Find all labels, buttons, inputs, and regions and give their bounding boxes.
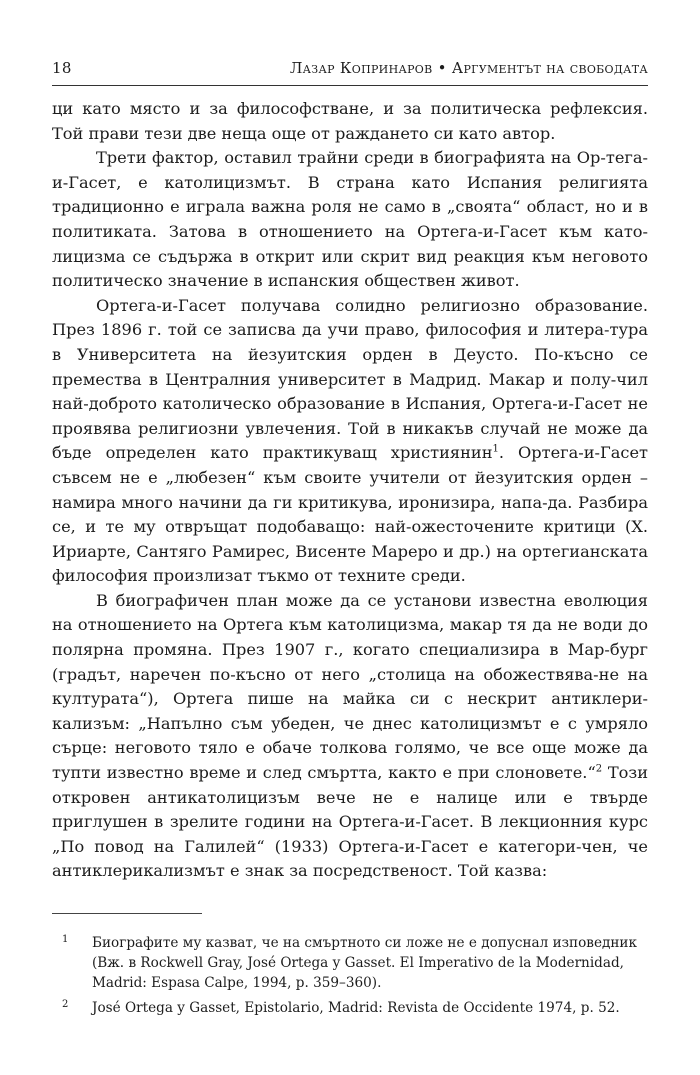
footnote-ref-2[interactable]: 2 bbox=[595, 763, 603, 775]
text-line: бург (градът, наречен по-късно от него „столица на обожествява- bbox=[52, 640, 648, 684]
footnotes bbox=[52, 933, 648, 1022]
text-line: чил най-доброто католическо образование в Испания, Ортега-и- bbox=[52, 369, 648, 414]
footnote-number: 1 bbox=[62, 934, 69, 945]
text-line: политическо значение в испанския обществен живот. bbox=[52, 271, 520, 291]
footnote-rule bbox=[52, 913, 202, 914]
paragraph-3 bbox=[52, 294, 648, 589]
text-line: През 1896 г. той се записва да учи право, философия и литера- bbox=[52, 320, 610, 340]
running-title: Лазар Копринаров • Аргументът на свободата bbox=[289, 59, 648, 77]
text-line: курс „По повод на Галилей“ (1933) Ортега-и-Гасет е категори- bbox=[52, 812, 648, 856]
text-line: в политиката. Затова в отношението на Ортега-и-Гасет към като- bbox=[52, 197, 648, 241]
footnote-1 bbox=[52, 933, 648, 994]
text-line: Този откровен антикатолицизъм вече не е налице или е твърде bbox=[52, 763, 648, 807]
paragraph-2 bbox=[52, 146, 648, 294]
text-line: Ортега-и-Гасет получава солидно религиозно образование. bbox=[96, 295, 648, 315]
book-page bbox=[52, 0, 648, 1075]
text-line: премества в Централния университет в Мадрид. Макар и полу- bbox=[52, 369, 617, 389]
text-line: на отношението на Ортега към католицизма, макар тя да не води bbox=[52, 615, 623, 635]
text-line: тура в Университета на йезуитския орден в Деусто. По-късно се bbox=[52, 320, 648, 364]
paragraph-4 bbox=[52, 589, 648, 884]
text-line: и-Гасет съвсем не е „любезен“ към своите учители от йезуитския bbox=[52, 443, 648, 487]
text-line: до полярна промяна. През 1907 г., когато специализира в Мар- bbox=[52, 615, 648, 660]
text-fragment: . Ортега- bbox=[498, 443, 584, 463]
text-line: лицизма се съдържа в открит или скрит вид реакция към неговото bbox=[52, 246, 648, 266]
footnote-text: José Ortega y Gasset, Epistolario, Madrid: Revista de Occidente 1974, p. 52. bbox=[92, 999, 620, 1016]
page-number: 18 bbox=[52, 59, 72, 77]
text-line: Гасет не проявява религиозни увлечения. Той в никакъв случай не bbox=[52, 394, 648, 438]
text-line: не на културата“), Ортега пише на майка си с нескрит антиклери- bbox=[52, 664, 648, 709]
text-line: Трети фактор, оставил трайни среди в биографията на Ор- bbox=[96, 148, 606, 168]
paragraph-1 bbox=[52, 97, 648, 146]
text-line: тега-и-Гасет, е католицизмът. В страна като Испания религията bbox=[52, 148, 648, 192]
page-header bbox=[52, 56, 648, 80]
text-line: сърце: неговото тяло е обаче толкова голямо, че все още може да bbox=[52, 738, 648, 758]
text-line: орден – намира много начини да ги критикува, иронизира, напа- bbox=[52, 467, 648, 512]
footnote-number: 2 bbox=[62, 998, 69, 1010]
text-line: ци като място и за философстване, и за политическа рефлексия. bbox=[52, 99, 648, 118]
body-text bbox=[52, 97, 648, 884]
text-line: приглушен в зрелите години на Ортега-и-Гасет. В лекционния bbox=[52, 812, 603, 832]
text-line: да. Разбира се, и те му отвръщат подобаващо: най-ожесточените bbox=[52, 492, 648, 537]
text-line: критици (Х. Ириарте, Сантяго Рамирес, Висенте Мареро и др.) bbox=[52, 517, 648, 561]
footnote-ref-1[interactable]: 1 bbox=[492, 443, 499, 455]
text-line: Той прави тези две неща още от раждането си като автор. bbox=[52, 123, 556, 143]
header-rule bbox=[52, 85, 648, 86]
footnote-2 bbox=[52, 998, 648, 1018]
text-line: може да бъде определен като практикуващ християнин bbox=[52, 418, 648, 463]
text-line: чен, че антиклерикализмът е знак за посредственост. Той казва: bbox=[52, 836, 648, 881]
text-line: традиционно е играла важна роля не само в „своята“ област, но и bbox=[52, 197, 633, 217]
text-line: В биографичен план може да се установи известна еволюция bbox=[96, 590, 648, 610]
footnote-text: Биографите му казват, че на смъртното си ложе не е допуснал изповедник (Вж. в Rockwell Gray, José Ortega y Gasset. El Imperativo de la Modernidad, Madrid: Espasa Calpe, 1994, p. 359–360). bbox=[92, 935, 637, 992]
text-line: кализъм: „Напълно съм убеден, че днес католицизмът е с умряло bbox=[52, 713, 648, 733]
text-line: тупти известно време и след смъртта, както е при слоновете.“ bbox=[52, 763, 596, 783]
text-line: на ортегианската философия произлизат тъкмо от техните среди. bbox=[52, 541, 648, 586]
